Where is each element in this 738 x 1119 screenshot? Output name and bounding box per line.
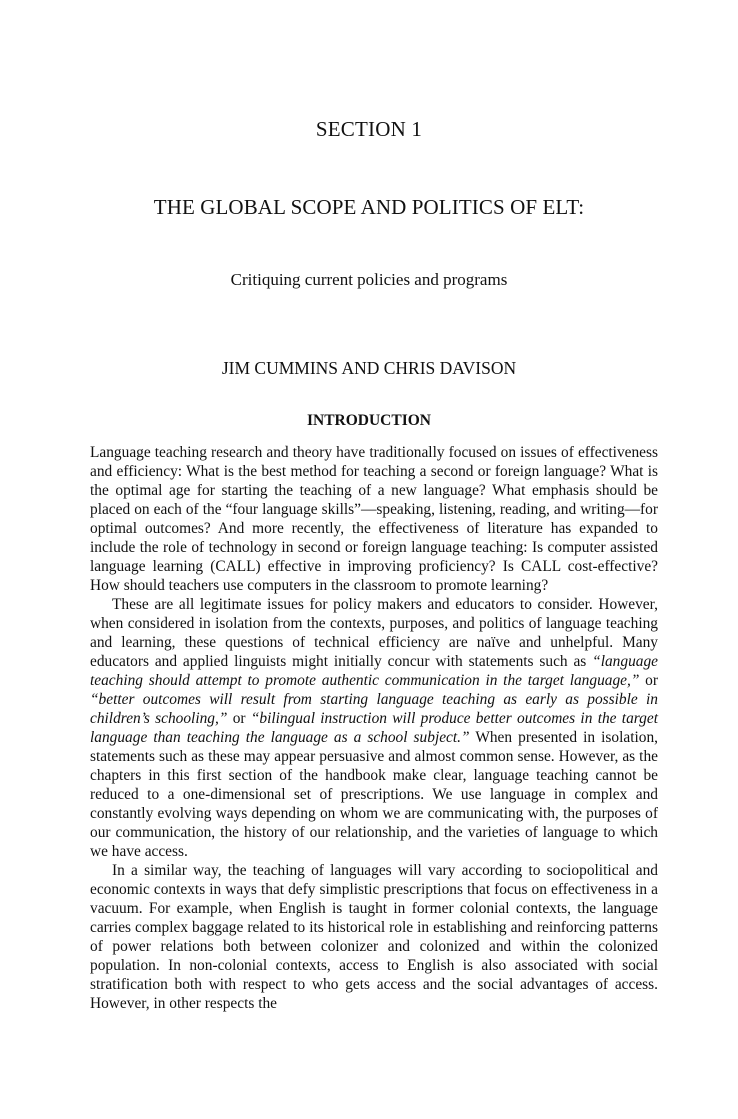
section-subtitle: Critiquing current policies and programs bbox=[230, 270, 508, 289]
paragraph-1: Language teaching research and theory have traditionally focused on issues of effectiveness and efficiency: What is the best method for teaching a second or foreign language? What is the optimal age for starting the teaching of a new language? What emphasis should be placed on each of the “four language skills”—speaking, listening, reading, and writing—for optimal outcomes? And more recently, the effectiveness of literature has expanded to include the role of technology in second or foreign language teaching: Is computer assisted language learning (CALL) effective in improving proficiency? Is CALL cost-effective? How should teachers use computers in the classroom to promote learning? bbox=[90, 444, 658, 594]
paragraph-2-text-3: or bbox=[227, 710, 251, 727]
paragraph-2-text-1: These are all legitimate issues for policy makers and educators to consider. However, when considered in isolation from the contexts, purposes, and politics of language teaching and learning, these questions of technical efficiency are naïve and unhelpful. Many educators and applied linguists might initially concur with statements such as bbox=[90, 596, 658, 670]
quote-3: “bilingual instruction will produce better outcomes in the target language than teaching the language as a school subject.” bbox=[90, 710, 658, 746]
introduction-heading: INTRODUCTION bbox=[306, 412, 431, 429]
quote-2: “better outcomes will result from starting language teaching as early as possible in children’s schooling,” bbox=[90, 691, 658, 727]
paragraph-2-text-4: When presented in isolation, statements such as these may appear persuasive and almost common sense. However, as the chapters in this first section of the handbook make clear, language teaching cannot be reduced to a one-dimensional set of prescriptions. We use language in complex and constantly evolving ways depending on whom we are communicating with, the purposes of our communication, the history of our relationship, and the varieties of language to which we have access. bbox=[90, 729, 658, 860]
section-label: SECTION 1 bbox=[315, 117, 423, 141]
section-title: THE GLOBAL SCOPE AND POLITICS OF ELT: bbox=[153, 195, 585, 219]
authors: JIM CUMMINS AND CHRIS DAVISON bbox=[221, 358, 517, 378]
paragraph-2 bbox=[90, 595, 658, 861]
body-text bbox=[90, 443, 658, 1013]
paragraph-3: In a similar way, the teaching of languages will vary according to sociopolitical and economic contexts in ways that defy simplistic prescriptions that focus on effectiveness in a vacuum. For example, when English is taught in former colonial contexts, the language carries complex baggage related to its historical role in establishing and reinforcing patterns of power relations both between colonizer and colonized and within the colonized population. In non-colonial contexts, access to English is also associated with social stratification both with respect to who gets access and the social advantages of access. However, in other respects the bbox=[90, 862, 658, 1012]
quote-1: “language teaching should attempt to promote authentic communication in the target language,” bbox=[90, 653, 658, 689]
paragraph-2-text-2: or bbox=[639, 672, 658, 689]
